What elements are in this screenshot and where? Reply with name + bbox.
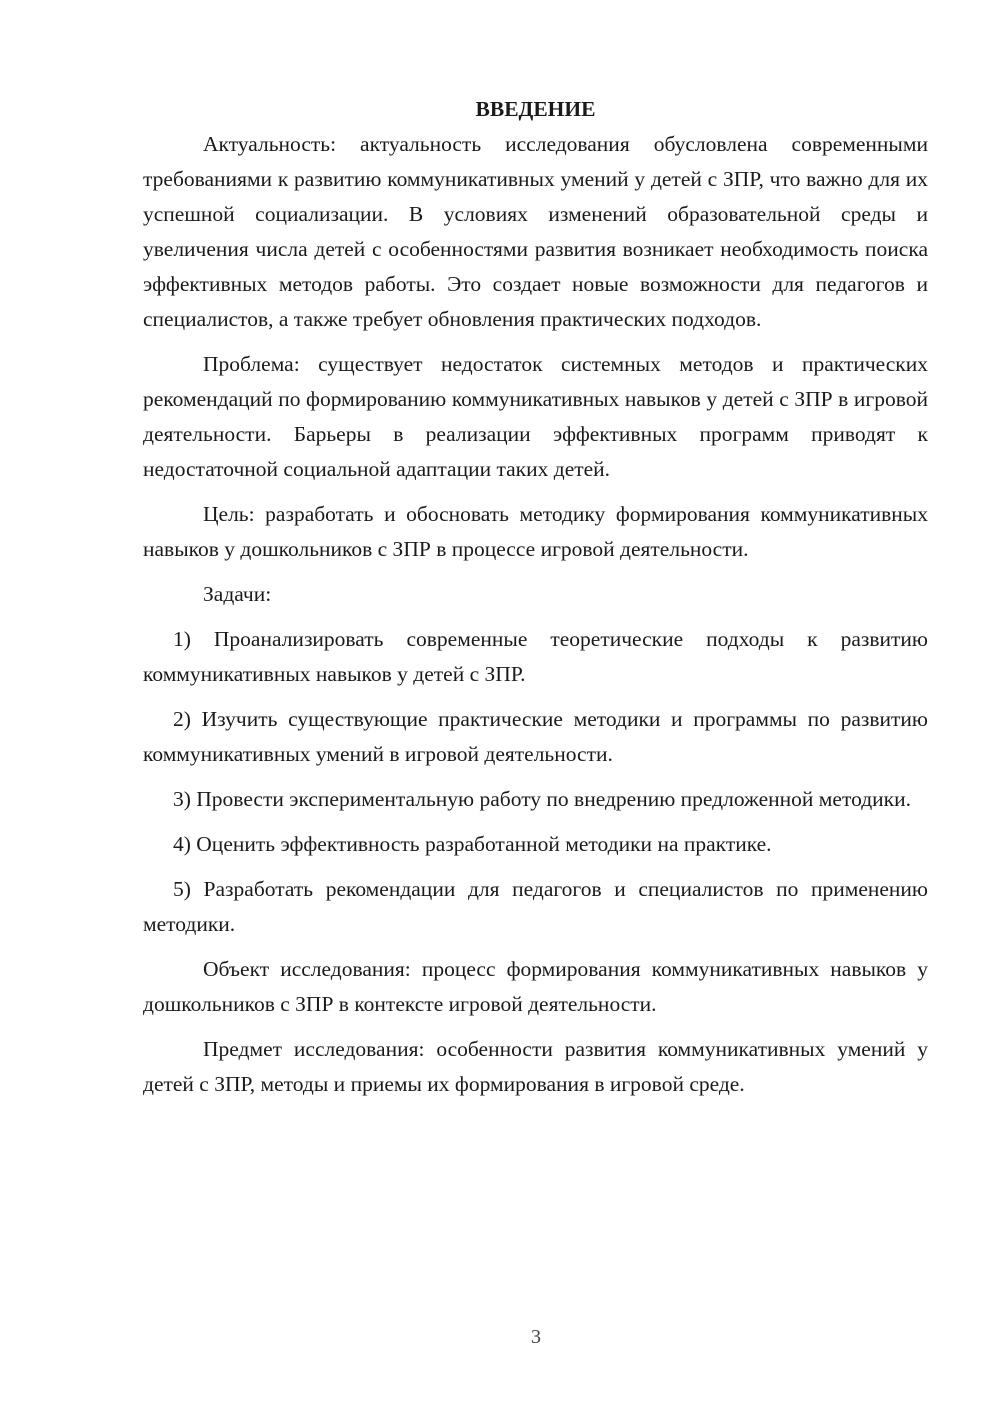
page-number: 3 xyxy=(531,1326,541,1348)
section-title: ВВЕДЕНИЕ xyxy=(475,97,596,121)
task-item: 1) Проанализировать современные теоретические подходы к развитию коммуникативных навыков у детей с ЗПР. xyxy=(143,627,928,686)
relevance-paragraph: Актуальность: актуальность исследования обусловлена современными требованиями к развитию коммуникативных умений у детей с ЗПР, что важно для их успешной социализации. В условиях изменений образовательной среды и увеличения числа детей с особенностями развития возникает необходимость поиска эффективных методов работы. Это создает новые возможности для педагогов и специалистов, а также требует обновления практических подходов. xyxy=(143,132,928,331)
tasks-header: Задачи: xyxy=(203,582,272,606)
object-paragraph: Объект исследования: процесс формирования коммуникативных навыков у дошкольников с ЗПР в контексте игровой деятельности. xyxy=(143,957,928,1016)
task-item: 3) Провести экспериментальную работу по внедрению предложенной методики. xyxy=(173,787,911,811)
subject-paragraph: Предмет исследования: особенности развития коммуникативных умений у детей с ЗПР, методы и приемы их формирования в игровой среде. xyxy=(143,1037,928,1096)
problem-paragraph: Проблема: существует недостаток системных методов и практических рекомендаций по формированию коммуникативных навыков у детей с ЗПР в игровой деятельности. Барьеры в реализации эффективных программ приводят к недостаточной социальной адаптации таких детей. xyxy=(143,352,928,481)
task-item: 4) Оценить эффективность разработанной методики на практике. xyxy=(173,832,772,856)
document-page xyxy=(143,92,928,1112)
task-item: 5) Разработать рекомендации для педагогов и специалистов по применению методики. xyxy=(143,877,928,936)
task-item: 2) Изучить существующие практические методики и программы по развитию коммуникативных умений в игровой деятельности. xyxy=(143,707,928,766)
goal-paragraph: Цель: разработать и обосновать методику формирования коммуникативных навыков у дошкольников с ЗПР в процессе игровой деятельности. xyxy=(143,502,928,561)
